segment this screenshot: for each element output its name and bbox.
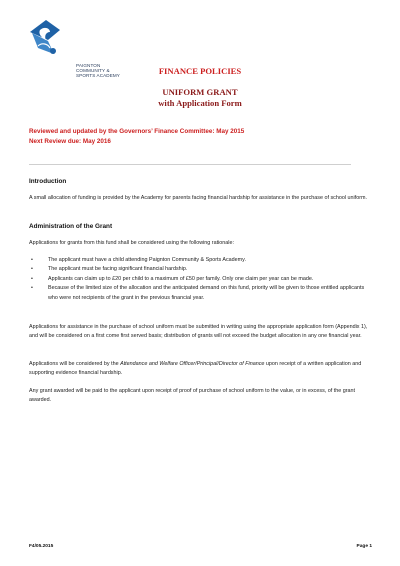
rationale-list	[29, 256, 373, 303]
bullet-icon: •	[31, 257, 33, 263]
list-item	[29, 275, 373, 284]
list-item-text: The applicant must be facing significant financial hardship.	[48, 266, 188, 273]
logo-line-3: SPORTS ACADEMY	[76, 73, 120, 79]
document-category-title: FINANCE POLICIES	[158, 66, 242, 76]
list-item	[29, 256, 373, 265]
logo-emblem-icon	[26, 18, 76, 58]
list-item-text: Applicants can claim up to £20 per child to a maximum of £50 per family. Only one claim per year can be made.	[48, 275, 314, 282]
introduction-text: A small allocation of funding is provided by the Academy for parents facing financial hardship for assistance in the purchase of school uniform.	[29, 195, 368, 201]
review-updated-note: Reviewed and updated by the Governors’ Finance Committee: May 2015	[29, 128, 245, 135]
consideration-paragraph	[29, 360, 373, 379]
consideration-text-start: Applications will be considered by the	[29, 361, 121, 367]
list-item	[29, 284, 373, 303]
document-reference: F4/05.2015	[29, 544, 54, 549]
submission-paragraph: Applications for assistance in the purchase of school uniform must be submitted in writing using the appropriate application form (Appendix 1), and will be considered on a first come first served basis; distribution of grants will not exceed the budget allocation in any one financial year.	[29, 324, 368, 340]
logo-line-1: PAIGNTON	[76, 63, 101, 68]
bullet-icon: •	[31, 266, 33, 273]
consideration-text-end: upon receipt of a written application and supporting evidence financial hardship.	[29, 361, 362, 377]
document-title: UNIFORM GRANT	[162, 87, 238, 97]
introduction-heading: Introduction	[29, 178, 67, 185]
divider	[29, 164, 351, 165]
logo-line-2: COMMUNITY &	[76, 68, 110, 74]
page-number: Page 1	[356, 544, 372, 549]
bullet-icon: •	[31, 275, 33, 282]
document-subtitle: with Application Form	[158, 98, 242, 108]
consideration-officers: Attendance and Welfare Officer/Principal/Director of Finance	[120, 361, 265, 367]
list-item-text: Because of the limited size of the allocation and the anticipated demand on this fund, priority will be given to those entitled applicants who were not recipients of the grant in the previous financial year.	[48, 285, 365, 301]
list-item-text: The applicant must have a child attending Paignton Community & Sports Academy.	[48, 257, 246, 263]
payment-paragraph: Any grant awarded will be paid to the applicant upon receipt of proof of purchase of school uniform to the value, or in excess, of the grant awarded.	[29, 388, 356, 404]
next-review-note: Next Review due: May 2016	[29, 138, 111, 145]
administration-intro: Applications for grants from this fund shall be considered using the following rationale:	[29, 240, 234, 246]
administration-heading: Administration of the Grant	[29, 223, 113, 230]
list-item	[29, 265, 373, 274]
academy-logo	[26, 18, 120, 79]
bullet-icon: •	[31, 285, 33, 292]
